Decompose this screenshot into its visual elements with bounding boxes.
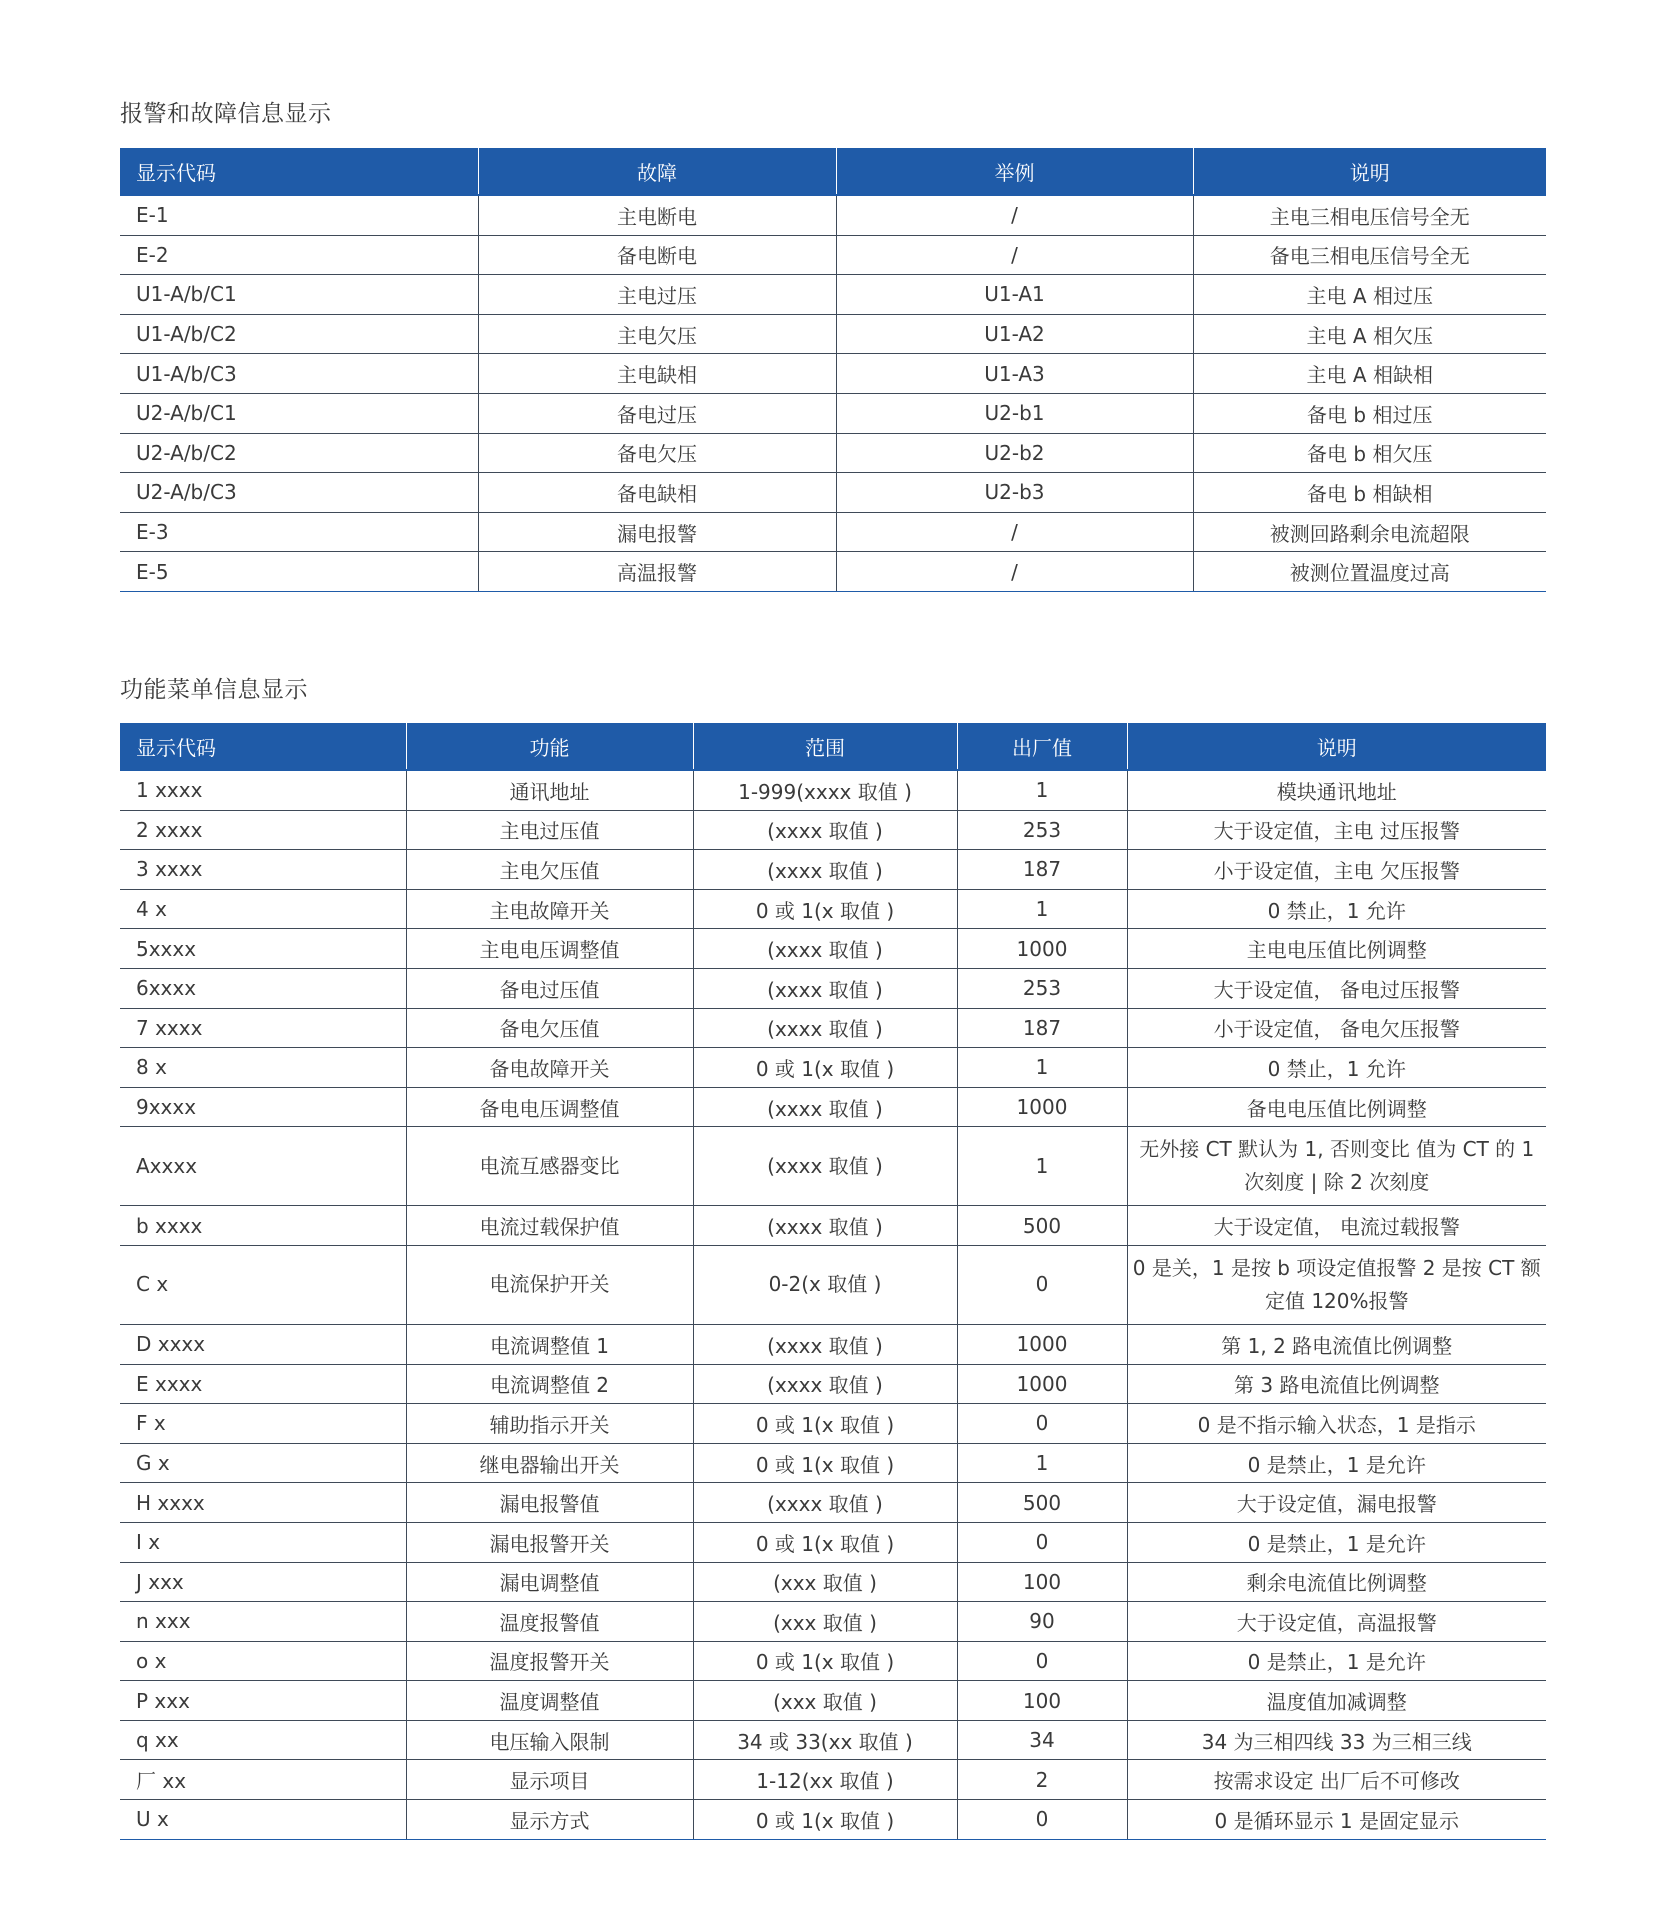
cell-range: (xxx 取值 ) xyxy=(693,1602,957,1642)
cell-display-code: I x xyxy=(120,1522,406,1562)
cell-function: 电压输入限制 xyxy=(406,1720,693,1760)
cell-function: 通讯地址 xyxy=(406,770,693,810)
cell-display-code: 6xxxx xyxy=(120,968,406,1008)
cell-function: 显示项目 xyxy=(406,1760,693,1800)
cell-factory-value: 1000 xyxy=(957,929,1127,969)
cell-display-code: q xx xyxy=(120,1720,406,1760)
table-row xyxy=(120,1681,1546,1721)
cell-description: 大于设定值， 备电过压报警 xyxy=(1127,968,1546,1008)
cell-factory-value: 1 xyxy=(957,770,1127,810)
cell-display-code: D xxxx xyxy=(120,1324,406,1364)
table-row xyxy=(120,314,1546,354)
cell-display-code: G x xyxy=(120,1443,406,1483)
table-row xyxy=(120,1127,1546,1206)
cell-description: 备电 b 相缺相 xyxy=(1193,473,1546,513)
cell-range: 0 或 1(x 取值 ) xyxy=(693,1641,957,1681)
cell-display-code: E-5 xyxy=(120,552,478,592)
cell-description: 备电三相电压信号全无 xyxy=(1193,235,1546,275)
cell-function: 漏电调整值 xyxy=(406,1562,693,1602)
cell-function: 主电过压值 xyxy=(406,810,693,850)
cell-description: 34 为三相四线 33 为三相三线 xyxy=(1127,1720,1546,1760)
header-description: 说明 xyxy=(1193,148,1546,195)
cell-factory-value: 1 xyxy=(957,1443,1127,1483)
table-row xyxy=(120,512,1546,552)
cell-example: / xyxy=(836,512,1193,552)
cell-description: 剩余电流值比例调整 xyxy=(1127,1562,1546,1602)
table-row xyxy=(120,1760,1546,1800)
cell-description: 无外接 CT 默认为 1, 否则变比 值为 CT 的 1 次刻度 | 除 2 次刻度 xyxy=(1127,1127,1546,1206)
cell-description: 0 禁止，1 允许 xyxy=(1127,889,1546,929)
cell-description: 主电电压值比例调整 xyxy=(1127,929,1546,969)
cell-description: 主电三相电压信号全无 xyxy=(1193,195,1546,235)
table-row xyxy=(120,1048,1546,1088)
cell-range: (xxxx 取值 ) xyxy=(693,968,957,1008)
cell-description: 模块通讯地址 xyxy=(1127,770,1546,810)
cell-display-code: 8 x xyxy=(120,1048,406,1088)
cell-function: 备电电压调整值 xyxy=(406,1087,693,1127)
cell-fault: 主电缺相 xyxy=(478,354,836,394)
table-row xyxy=(120,1364,1546,1404)
cell-description: 备电电压值比例调整 xyxy=(1127,1087,1546,1127)
cell-display-code: 1 xxxx xyxy=(120,770,406,810)
table-row xyxy=(120,1562,1546,1602)
header-display-code: 显示代码 xyxy=(120,148,478,195)
cell-description: 被测回路剩余电流超限 xyxy=(1193,512,1546,552)
cell-display-code: Axxxx xyxy=(120,1127,406,1206)
cell-range: (xxxx 取值 ) xyxy=(693,810,957,850)
cell-example: U2-b1 xyxy=(836,393,1193,433)
cell-function: 显示方式 xyxy=(406,1800,693,1840)
table-row xyxy=(120,473,1546,513)
cell-description: 0 是关，1 是按 b 项设定值报警 2 是按 CT 额定值 120%报警 xyxy=(1127,1245,1546,1324)
table-row xyxy=(120,1404,1546,1444)
cell-display-code: E xxxx xyxy=(120,1364,406,1404)
cell-display-code: 厂 xx xyxy=(120,1760,406,1800)
header-factory-value: 出厂值 xyxy=(957,723,1127,770)
cell-factory-value: 0 xyxy=(957,1404,1127,1444)
cell-display-code: U1-A/b/C3 xyxy=(120,354,478,394)
table-row xyxy=(120,235,1546,275)
cell-range: (xxxx 取值 ) xyxy=(693,1324,957,1364)
cell-range: 1-999(xxxx 取值 ) xyxy=(693,770,957,810)
cell-fault: 主电断电 xyxy=(478,195,836,235)
table-row xyxy=(120,770,1546,810)
cell-range: 0 或 1(x 取值 ) xyxy=(693,1443,957,1483)
cell-factory-value: 1000 xyxy=(957,1324,1127,1364)
alarm-fault-table xyxy=(120,148,1546,592)
cell-display-code: b xxxx xyxy=(120,1206,406,1246)
cell-display-code: o x xyxy=(120,1641,406,1681)
cell-description: 按需求设定 出厂后不可修改 xyxy=(1127,1760,1546,1800)
cell-factory-value: 0 xyxy=(957,1641,1127,1681)
table-row xyxy=(120,1720,1546,1760)
cell-factory-value: 187 xyxy=(957,850,1127,890)
cell-range: (xxx 取值 ) xyxy=(693,1562,957,1602)
cell-function: 继电器输出开关 xyxy=(406,1443,693,1483)
cell-fault: 主电欠压 xyxy=(478,314,836,354)
cell-display-code: E-2 xyxy=(120,235,478,275)
cell-display-code: U x xyxy=(120,1800,406,1840)
cell-description: 0 是不指示输入状态，1 是指示 xyxy=(1127,1404,1546,1444)
table-row xyxy=(120,929,1546,969)
cell-example: U1-A3 xyxy=(836,354,1193,394)
table-header-row xyxy=(120,148,1546,195)
cell-display-code: U2-A/b/C1 xyxy=(120,393,478,433)
table-row xyxy=(120,1087,1546,1127)
cell-function: 主电欠压值 xyxy=(406,850,693,890)
table-row xyxy=(120,1008,1546,1048)
cell-display-code: F x xyxy=(120,1404,406,1444)
cell-factory-value: 100 xyxy=(957,1681,1127,1721)
cell-description: 0 是禁止，1 是允许 xyxy=(1127,1641,1546,1681)
table-row xyxy=(120,1206,1546,1246)
cell-factory-value: 1 xyxy=(957,889,1127,929)
table-header-row xyxy=(120,723,1546,770)
cell-factory-value: 500 xyxy=(957,1206,1127,1246)
cell-range: (xxxx 取值 ) xyxy=(693,1008,957,1048)
table-row xyxy=(120,1443,1546,1483)
cell-display-code: n xxx xyxy=(120,1602,406,1642)
cell-factory-value: 0 xyxy=(957,1522,1127,1562)
cell-function: 电流互感器变比 xyxy=(406,1127,693,1206)
cell-display-code: 7 xxxx xyxy=(120,1008,406,1048)
cell-display-code: 2 xxxx xyxy=(120,810,406,850)
cell-description: 大于设定值，高温报警 xyxy=(1127,1602,1546,1642)
header-display-code: 显示代码 xyxy=(120,723,406,770)
cell-fault: 备电过压 xyxy=(478,393,836,433)
cell-description: 主电 A 相过压 xyxy=(1193,275,1546,315)
cell-example: U1-A2 xyxy=(836,314,1193,354)
cell-factory-value: 1000 xyxy=(957,1364,1127,1404)
cell-display-code: J xxx xyxy=(120,1562,406,1602)
cell-factory-value: 2 xyxy=(957,1760,1127,1800)
cell-function: 备电过压值 xyxy=(406,968,693,1008)
cell-function: 主电故障开关 xyxy=(406,889,693,929)
cell-description: 第 1, 2 路电流值比例调整 xyxy=(1127,1324,1546,1364)
cell-description: 主电 A 相欠压 xyxy=(1193,314,1546,354)
cell-range: (xxxx 取值 ) xyxy=(693,1206,957,1246)
cell-function: 辅助指示开关 xyxy=(406,1404,693,1444)
cell-display-code: E-1 xyxy=(120,195,478,235)
cell-fault: 主电过压 xyxy=(478,275,836,315)
cell-factory-value: 253 xyxy=(957,968,1127,1008)
cell-function: 漏电报警值 xyxy=(406,1483,693,1523)
cell-range: 0 或 1(x 取值 ) xyxy=(693,1404,957,1444)
cell-display-code: 5xxxx xyxy=(120,929,406,969)
table-row xyxy=(120,354,1546,394)
cell-display-code: 9xxxx xyxy=(120,1087,406,1127)
cell-range: (xxxx 取值 ) xyxy=(693,929,957,969)
table-row xyxy=(120,1800,1546,1840)
cell-factory-value: 253 xyxy=(957,810,1127,850)
cell-display-code: U2-A/b/C2 xyxy=(120,433,478,473)
cell-function: 主电电压调整值 xyxy=(406,929,693,969)
cell-description: 0 是循环显示 1 是固定显示 xyxy=(1127,1800,1546,1840)
table-row xyxy=(120,1245,1546,1324)
cell-description: 0 禁止，1 允许 xyxy=(1127,1048,1546,1088)
cell-display-code: C x xyxy=(120,1245,406,1324)
table-row xyxy=(120,433,1546,473)
cell-function: 电流调整值 2 xyxy=(406,1364,693,1404)
header-function: 功能 xyxy=(406,723,693,770)
cell-display-code: P xxx xyxy=(120,1681,406,1721)
table-row xyxy=(120,393,1546,433)
cell-function: 备电欠压值 xyxy=(406,1008,693,1048)
cell-function: 电流过载保护值 xyxy=(406,1206,693,1246)
cell-range: 0 或 1(x 取值 ) xyxy=(693,1800,957,1840)
table-row xyxy=(120,1522,1546,1562)
cell-factory-value: 100 xyxy=(957,1562,1127,1602)
table-row xyxy=(120,1641,1546,1681)
cell-fault: 备电缺相 xyxy=(478,473,836,513)
cell-example: U1-A1 xyxy=(836,275,1193,315)
header-fault: 故障 xyxy=(478,148,836,195)
table-row xyxy=(120,810,1546,850)
table-row xyxy=(120,968,1546,1008)
cell-description: 小于设定值，主电 欠压报警 xyxy=(1127,850,1546,890)
cell-description: 大于设定值， 电流过载报警 xyxy=(1127,1206,1546,1246)
cell-function: 温度报警开关 xyxy=(406,1641,693,1681)
cell-description: 主电 A 相缺相 xyxy=(1193,354,1546,394)
cell-function: 备电故障开关 xyxy=(406,1048,693,1088)
cell-description: 大于设定值，漏电报警 xyxy=(1127,1483,1546,1523)
function-menu-table xyxy=(120,723,1546,1840)
cell-function: 电流保护开关 xyxy=(406,1245,693,1324)
cell-fault: 高温报警 xyxy=(478,552,836,592)
table-row xyxy=(120,195,1546,235)
cell-range: 1-12(xx 取值 ) xyxy=(693,1760,957,1800)
cell-factory-value: 0 xyxy=(957,1245,1127,1324)
header-example: 举例 xyxy=(836,148,1193,195)
cell-range: (xxxx 取值 ) xyxy=(693,1483,957,1523)
cell-range: (xxxx 取值 ) xyxy=(693,850,957,890)
cell-factory-value: 0 xyxy=(957,1800,1127,1840)
cell-function: 漏电报警开关 xyxy=(406,1522,693,1562)
cell-example: / xyxy=(836,195,1193,235)
cell-range: (xxxx 取值 ) xyxy=(693,1364,957,1404)
alarm-section-title: 报警和故障信息显示 xyxy=(120,101,332,127)
header-range: 范围 xyxy=(693,723,957,770)
cell-factory-value: 1 xyxy=(957,1048,1127,1088)
cell-display-code: 4 x xyxy=(120,889,406,929)
table-row xyxy=(120,275,1546,315)
cell-description: 温度值加减调整 xyxy=(1127,1681,1546,1721)
cell-function: 温度报警值 xyxy=(406,1602,693,1642)
table-row xyxy=(120,850,1546,890)
cell-range: 34 或 33(xx 取值 ) xyxy=(693,1720,957,1760)
cell-factory-value: 187 xyxy=(957,1008,1127,1048)
header-description: 说明 xyxy=(1127,723,1546,770)
cell-factory-value: 34 xyxy=(957,1720,1127,1760)
cell-range: 0 或 1(x 取值 ) xyxy=(693,1522,957,1562)
table-row xyxy=(120,1324,1546,1364)
cell-example: / xyxy=(836,235,1193,275)
cell-description: 被测位置温度过高 xyxy=(1193,552,1546,592)
table-row xyxy=(120,1483,1546,1523)
cell-fault: 漏电报警 xyxy=(478,512,836,552)
cell-display-code: H xxxx xyxy=(120,1483,406,1523)
cell-display-code: 3 xxxx xyxy=(120,850,406,890)
cell-description: 第 3 路电流值比例调整 xyxy=(1127,1364,1546,1404)
cell-range: (xxx 取值 ) xyxy=(693,1681,957,1721)
menu-section-title: 功能菜单信息显示 xyxy=(120,677,308,703)
table-row xyxy=(120,1602,1546,1642)
cell-factory-value: 1 xyxy=(957,1127,1127,1206)
cell-fault: 备电欠压 xyxy=(478,433,836,473)
cell-example: / xyxy=(836,552,1193,592)
table-row xyxy=(120,889,1546,929)
cell-range: (xxxx 取值 ) xyxy=(693,1087,957,1127)
cell-description: 0 是禁止，1 是允许 xyxy=(1127,1522,1546,1562)
cell-range: 0 或 1(x 取值 ) xyxy=(693,889,957,929)
cell-description: 大于设定值，主电 过压报警 xyxy=(1127,810,1546,850)
cell-display-code: U1-A/b/C1 xyxy=(120,275,478,315)
cell-function: 电流调整值 1 xyxy=(406,1324,693,1364)
cell-range: 0 或 1(x 取值 ) xyxy=(693,1048,957,1088)
cell-factory-value: 90 xyxy=(957,1602,1127,1642)
cell-function: 温度调整值 xyxy=(406,1681,693,1721)
cell-description: 备电 b 相欠压 xyxy=(1193,433,1546,473)
cell-display-code: U1-A/b/C2 xyxy=(120,314,478,354)
cell-range: 0-2(x 取值 ) xyxy=(693,1245,957,1324)
cell-display-code: U2-A/b/C3 xyxy=(120,473,478,513)
cell-factory-value: 500 xyxy=(957,1483,1127,1523)
cell-display-code: E-3 xyxy=(120,512,478,552)
table-row xyxy=(120,552,1546,592)
cell-fault: 备电断电 xyxy=(478,235,836,275)
cell-example: U2-b2 xyxy=(836,433,1193,473)
cell-description: 备电 b 相过压 xyxy=(1193,393,1546,433)
cell-description: 小于设定值， 备电欠压报警 xyxy=(1127,1008,1546,1048)
cell-range: (xxxx 取值 ) xyxy=(693,1127,957,1206)
cell-factory-value: 1000 xyxy=(957,1087,1127,1127)
cell-example: U2-b3 xyxy=(836,473,1193,513)
cell-description: 0 是禁止，1 是允许 xyxy=(1127,1443,1546,1483)
